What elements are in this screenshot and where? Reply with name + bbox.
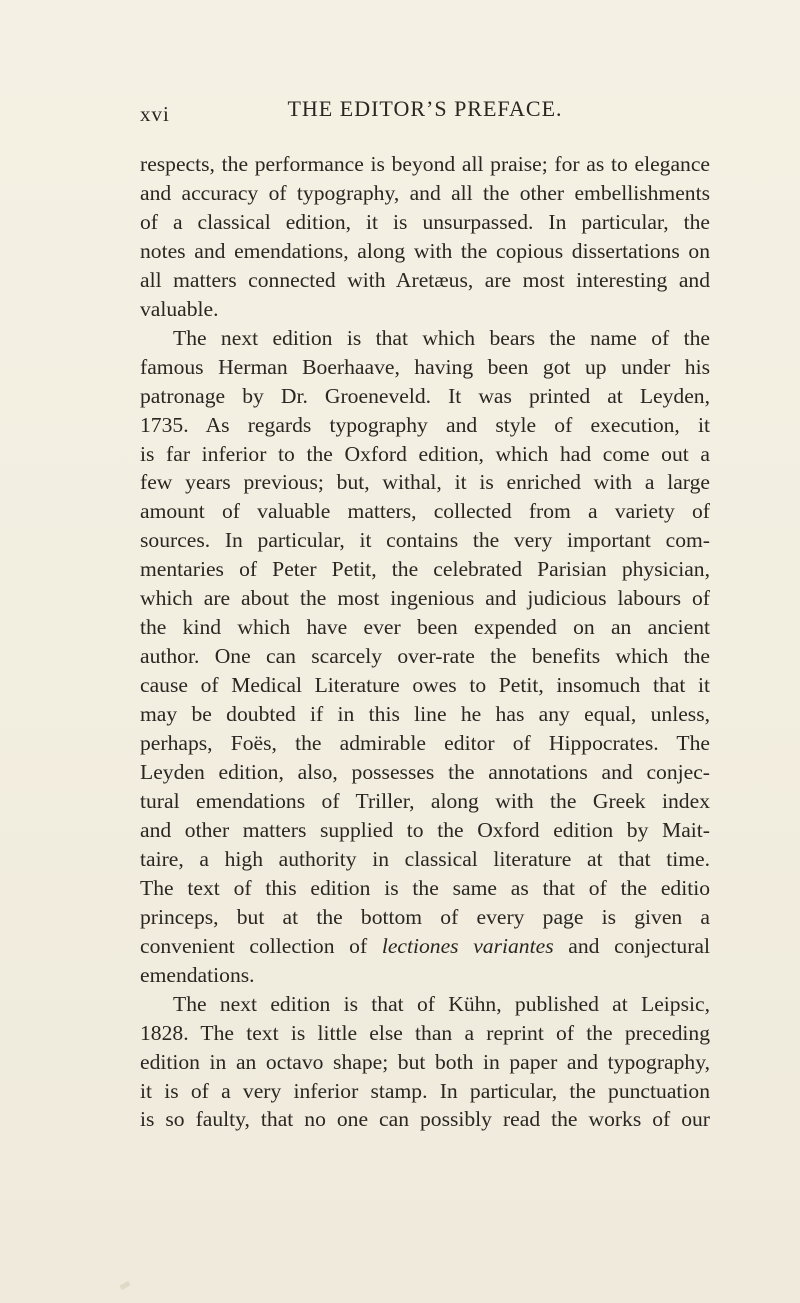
text-line: and accuracy of typography, and all the other embellishments — [140, 180, 710, 205]
text-line: famous Herman Boerhaave, having been got up under his — [140, 354, 710, 379]
text-line: of a classical edition, it is unsurpassed. In particular, the — [140, 209, 710, 234]
body-text — [140, 150, 710, 1134]
text-line: the kind which have ever been expended on an ancient — [140, 615, 710, 640]
text-line: respects, the performance is beyond all praise; for as to elegance — [140, 152, 710, 176]
text-line — [140, 932, 710, 961]
paragraph-3 — [140, 990, 710, 1135]
text-line: notes and emendations, along with the copious dissertations on — [140, 238, 710, 263]
page-number: xvi — [140, 102, 170, 126]
running-head: THE EDITOR’S PREFACE. — [287, 96, 563, 121]
paragraph-2 — [140, 324, 710, 990]
text-line: and other matters supplied to the Oxford edition by Mait- — [140, 817, 710, 842]
paper-blemish — [119, 1281, 130, 1290]
text-line: patronage by Dr. Groeneveld. It was printed at Leyden, — [140, 383, 710, 408]
text-line: valuable. — [140, 296, 219, 321]
text-line: emendations. — [140, 962, 255, 987]
text-line: author. One can scarcely over-rate the benefits which the — [140, 644, 710, 669]
text-line: taire, a high authority in classical literature at that time. — [140, 846, 710, 871]
text-line: The text of this edition is the same as that of the editio — [140, 875, 710, 900]
page-header — [140, 96, 710, 130]
text-line: tural emendations of Triller, along with the Greek index — [140, 788, 710, 813]
text-line: 1828. The text is little else than a reprint of the preceding — [140, 1020, 710, 1045]
text-line: amount of valuable matters, collected from a variety of — [140, 499, 710, 524]
text-span: convenient collection of — [140, 933, 382, 958]
text-line: it is of a very inferior stamp. In particular, the punctuation — [140, 1078, 710, 1103]
text-line: few years previous; but, withal, it is enriched with a large — [140, 470, 710, 495]
text-line: may be doubted if in this line he has any equal, unless, — [140, 702, 710, 727]
text-line: The next edition is that which bears the name of the — [173, 325, 710, 350]
text-line: which are about the most ingenious and judicious labours of — [140, 586, 710, 611]
italic-phrase: lectiones variantes — [381, 933, 554, 958]
text-line: Leyden edition, also, possesses the annotations and conjec- — [140, 760, 710, 785]
text-line: mentaries of Peter Petit, the celebrated Parisian physician, — [140, 557, 710, 582]
paragraph-1 — [140, 150, 710, 324]
text-line: sources. In particular, it contains the very important com- — [140, 528, 710, 553]
text-span: and conjectural — [553, 933, 710, 958]
text-line: is so faulty, that no one can possibly read the works of our — [140, 1107, 710, 1132]
text-line: all matters connected with Aretæus, are most interesting and — [140, 267, 710, 292]
text-line: edition in an octavo shape; but both in paper and typography, — [140, 1049, 710, 1074]
text-line: The next edition is that of Kühn, published at Leipsic, — [173, 991, 710, 1016]
text-line: is far inferior to the Oxford edition, which had come out a — [140, 441, 710, 466]
text-line: princeps, but at the bottom of every page is given a — [140, 904, 710, 929]
text-line: perhaps, Foës, the admirable editor of Hippocrates. The — [140, 731, 710, 756]
text-line: cause of Medical Literature owes to Petit, insomuch that it — [140, 673, 710, 698]
text-line: 1735. As regards typography and style of execution, it — [140, 412, 710, 437]
